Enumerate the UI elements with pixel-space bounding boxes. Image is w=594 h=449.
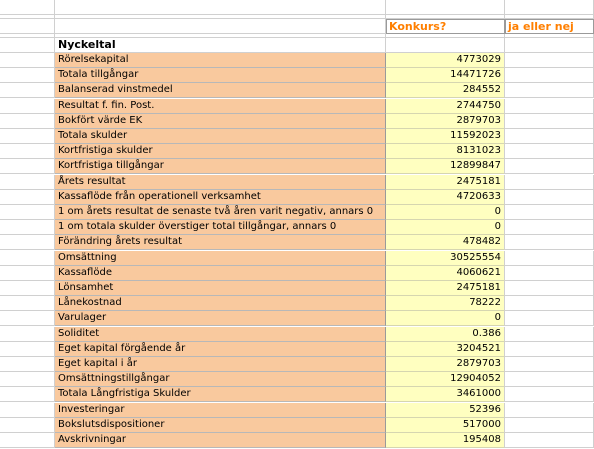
cell[interactable] [0,19,55,34]
cell[interactable] [505,190,594,205]
row-value[interactable]: 4720633 [386,190,505,205]
cell[interactable] [0,53,55,68]
table-row [0,235,594,250]
row-label[interactable]: Eget kapital i år [55,357,386,372]
table-row [0,403,594,418]
cell[interactable] [55,19,386,34]
cell[interactable] [0,296,55,311]
table-row [0,220,594,235]
row-label[interactable]: Årets resultat [55,175,386,190]
table-row [0,281,594,296]
row-label[interactable]: Avskrivningar [55,433,386,448]
row-label[interactable]: Bokfört värde EK [55,114,386,129]
row-value[interactable]: 4773029 [386,53,505,68]
row-label[interactable]: Kassaflöde [55,266,386,281]
row-value[interactable]: 78222 [386,296,505,311]
row-value[interactable]: 11592023 [386,129,505,144]
table-row [0,159,594,174]
table-row [0,387,594,402]
table-row [0,205,594,220]
table-row [0,175,594,190]
cell[interactable] [0,175,55,190]
cell[interactable] [505,175,594,190]
table-row [0,190,594,205]
cell[interactable] [0,403,55,418]
row-label[interactable]: Omsättningstillgångar [55,372,386,387]
cell[interactable] [505,372,594,387]
row-label[interactable]: Kortfristiga tillgångar [55,159,386,174]
row-value[interactable]: 2879703 [386,114,505,129]
cell[interactable] [0,38,55,53]
cell[interactable] [0,372,55,387]
cell[interactable] [505,235,594,250]
cell[interactable] [0,159,55,174]
row-label[interactable]: Kassaflöde från operationell verksamhet [55,190,386,205]
row-label[interactable]: Lånekostnad [55,296,386,311]
cell[interactable] [0,418,55,433]
cell[interactable] [505,83,594,98]
row-label[interactable]: Totala skulder [55,129,386,144]
row-label[interactable]: Totala Långfristiga Skulder [55,387,386,402]
cell[interactable] [0,357,55,372]
row-value[interactable]: 284552 [386,83,505,98]
cell[interactable] [505,159,594,174]
row-value[interactable]: 2744750 [386,99,505,114]
cell[interactable] [505,357,594,372]
cell[interactable] [0,342,55,357]
cell[interactable] [0,387,55,402]
row-label[interactable]: Varulager [55,311,386,326]
table-row [0,53,594,68]
table-row [0,266,594,281]
cell[interactable] [386,5,505,19]
row-label[interactable]: Bokslutsdispositioner [55,418,386,433]
cell[interactable] [0,220,55,235]
row-label[interactable]: Omsättning [55,251,386,266]
cell[interactable] [505,99,594,114]
sheet-row [0,5,594,19]
konkurs-header[interactable]: Konkurs? [386,19,505,34]
cell[interactable] [0,327,55,342]
table-row [0,296,594,311]
row-value[interactable]: 4060621 [386,266,505,281]
cell[interactable] [505,342,594,357]
table-row [0,311,594,326]
table-row [0,357,594,372]
row-value[interactable]: 2475181 [386,175,505,190]
cell[interactable] [0,311,55,326]
row-value[interactable]: 0 [386,311,505,326]
row-value[interactable]: 8131023 [386,144,505,159]
row-value[interactable]: 3461000 [386,387,505,402]
table-row [0,372,594,387]
cell[interactable] [505,53,594,68]
row-value[interactable]: 0.386 [386,327,505,342]
cell[interactable] [0,68,55,83]
cell[interactable] [505,296,594,311]
header-row [0,19,594,34]
cell[interactable] [0,433,55,448]
section-row [0,38,594,53]
cell[interactable] [0,235,55,250]
cell[interactable] [0,281,55,296]
table-row [0,342,594,357]
row-value[interactable]: 12904052 [386,372,505,387]
cell[interactable] [505,311,594,326]
table-row [0,114,594,129]
row-label[interactable]: Resultat f. fin. Post. [55,99,386,114]
cell[interactable] [505,266,594,281]
row-label[interactable]: Rörelsekapital [55,53,386,68]
table-row [0,418,594,433]
cell[interactable] [505,144,594,159]
table-row [0,99,594,114]
cell[interactable] [505,403,594,418]
cell[interactable] [0,99,55,114]
row-label[interactable]: 1 om totala skulder överstiger total tillgångar, annars 0 [55,220,386,235]
cell[interactable] [505,281,594,296]
row-label[interactable]: Balanserad vinstmedel [55,83,386,98]
row-value[interactable]: 0 [386,205,505,220]
cell[interactable] [505,418,594,433]
cell[interactable] [0,205,55,220]
cell[interactable] [505,387,594,402]
row-value[interactable]: 517000 [386,418,505,433]
cell[interactable] [505,5,594,19]
cell[interactable] [505,327,594,342]
row-label[interactable]: Förändring årets resultat [55,235,386,250]
row-value[interactable]: 30525554 [386,251,505,266]
cell[interactable] [0,190,55,205]
row-label[interactable]: Lönsamhet [55,281,386,296]
row-value[interactable]: 2879703 [386,357,505,372]
cell[interactable] [0,251,55,266]
table-row [0,129,594,144]
cell[interactable] [505,433,594,448]
cell[interactable] [0,5,55,19]
cell[interactable] [505,68,594,83]
row-label[interactable]: Soliditet [55,327,386,342]
cell[interactable] [505,114,594,129]
row-value[interactable]: 2475181 [386,281,505,296]
section-title[interactable]: Nyckeltal [55,38,386,53]
cell[interactable] [505,38,594,53]
row-label[interactable]: Kortfristiga skulder [55,144,386,159]
table-row [0,327,594,342]
row-label[interactable]: Totala tillgångar [55,68,386,83]
cell[interactable] [0,266,55,281]
row-label[interactable]: Investeringar [55,403,386,418]
table-row [0,68,594,83]
table-row [0,433,594,448]
table-row [0,144,594,159]
cell[interactable] [0,129,55,144]
table-row [0,251,594,266]
cell[interactable] [505,129,594,144]
row-value[interactable]: 195408 [386,433,505,448]
row-value[interactable]: 0 [386,220,505,235]
row-label[interactable]: 1 om årets resultat de senaste två åren varit negativ, annars 0 [55,205,386,220]
row-value[interactable]: 3204521 [386,342,505,357]
cell[interactable] [0,144,55,159]
cell[interactable] [0,83,55,98]
row-value[interactable]: 478482 [386,235,505,250]
cell[interactable] [386,38,505,53]
cell[interactable] [505,205,594,220]
cell[interactable] [0,114,55,129]
table-row [0,83,594,98]
row-value[interactable]: 12899847 [386,159,505,174]
ja-eller-nej-header[interactable]: ja eller nej [505,19,594,34]
row-label[interactable]: Eget kapital förgående år [55,342,386,357]
row-value[interactable]: 14471726 [386,68,505,83]
cell[interactable] [505,220,594,235]
cell[interactable] [505,251,594,266]
row-value[interactable]: 52396 [386,403,505,418]
cell[interactable] [55,5,386,19]
